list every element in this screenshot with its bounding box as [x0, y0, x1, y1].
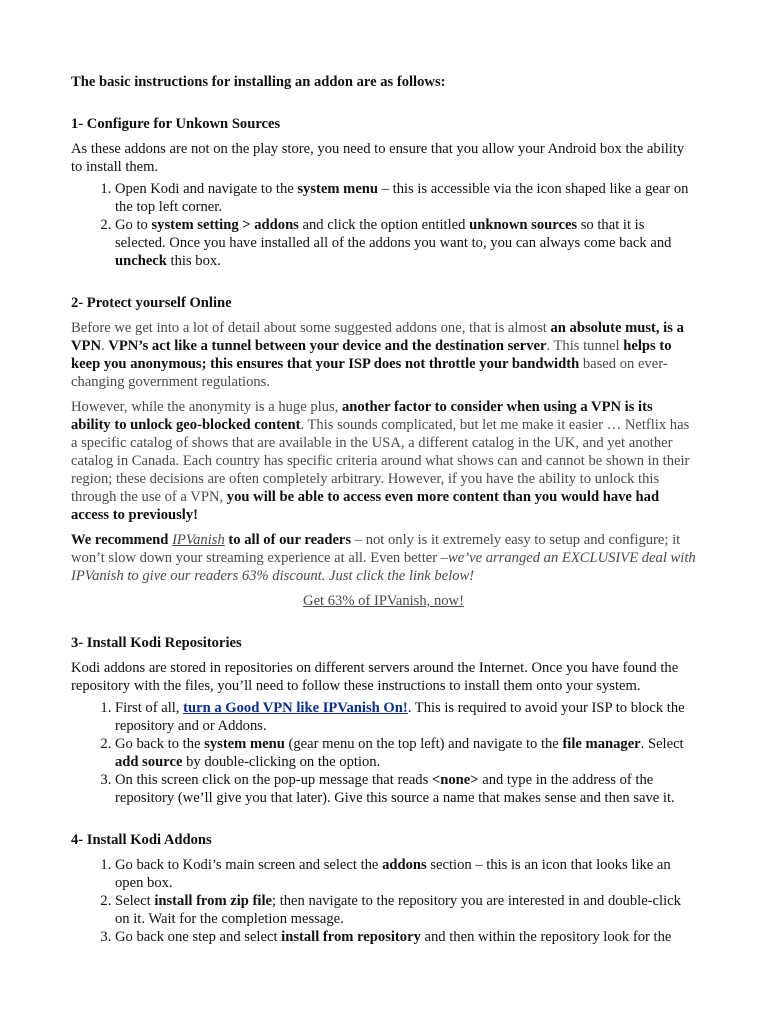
vpn-paragraph-1: Before we get into a lot of detail about some suggested addons one, that is almost an absolute must, is a VPN. VPN’s act like a tunnel between your device and the destination server. This tunnel helps to keep you anonymous; this ensures that your ISP does not throttle your bandwidth based on ever-changing government regulations.	[71, 320, 684, 390]
section-3-heading: 3- Install Kodi Repositories	[71, 635, 242, 651]
ipvanish-cta-link[interactable]: Get 63% of IPVanish, now!	[303, 593, 464, 609]
vpn-on-link[interactable]: turn a Good VPN like IPVanish On!	[183, 700, 408, 716]
ipvanish-link[interactable]: IPVanish	[172, 532, 225, 548]
section-1-list	[71, 180, 696, 270]
list-item: 3. On this screen click on the pop-up message that reads <none> and type in the address of the repository (we’ll give you that later). Give this source a name that makes sense and then save it.	[115, 771, 696, 807]
section-1-heading: 1- Configure for Unkown Sources	[71, 116, 281, 132]
document-content	[71, 73, 696, 946]
list-item: 1. First of all, turn a Good VPN like IPVanish On!. This is required to avoid your ISP to block the repository and or Addons.	[115, 699, 696, 735]
section-4-list	[71, 856, 696, 946]
list-item: 3. Go back one step and select install from repository and then within the repository look for the	[115, 928, 696, 946]
vpn-recommendation: We recommend IPVanish to all of our readers – not only is it extremely easy to setup and configure; it won’t slow down your streaming experience at all. Even better –we’ve arranged an EXCLUSIVE deal with IPVanish to give our readers 63% discount. Just click the link below!	[71, 532, 696, 584]
list-item: 1. Go back to Kodi’s main screen and select the addons section – this is an icon that looks like an open box.	[115, 856, 696, 892]
section-3-list	[71, 699, 696, 807]
section-1-paragraph: As these addons are not on the play store, you need to ensure that you allow your Android box the ability to install them.	[71, 141, 685, 175]
list-item: 1. Open Kodi and navigate to the system menu – this is accessible via the icon shaped like a gear on the top left corner.	[115, 180, 696, 216]
section-2-heading: 2- Protect yourself Online	[71, 295, 232, 311]
list-item: 2. Select install from zip file; then navigate to the repository you are interested in and double-click on it. Wait for the completion message.	[115, 892, 696, 928]
section-3-paragraph: Kodi addons are stored in repositories on different servers around the Internet. Once you have found the repository with the files, you’ll need to follow these instructions to install them onto your system.	[71, 660, 679, 694]
list-item: 2. Go back to the system menu (gear menu on the top left) and navigate to the file manager. Select add source by double-clicking on the option.	[115, 735, 696, 771]
vpn-paragraph-2: However, while the anonymity is a huge plus, another factor to consider when using a VPN is its ability to unlock geo-blocked content. This sounds complicated, but let me make it easier … Netflix has a specific catalog of shows that are available in the USA, a different catalog in the UK, and yet another catalog in Canada. Each country has specific criteria around what shows can and cannot be shown in their region; these decisions are often completely arbitrary. However, if you have the ability to unlock this through the use of a VPN, you will be able to access even more content than you would have had access to previously!	[71, 399, 690, 523]
intro-heading: The basic instructions for installing an addon are as follows:	[71, 74, 446, 90]
ipvanish-cta	[71, 592, 696, 610]
section-4-heading: 4- Install Kodi Addons	[71, 832, 212, 848]
list-item: 2. Go to system setting > addons and click the option entitled unknown sources so that it is selected. Once you have installed all of the addons you want to, you can always come back and uncheck this box.	[115, 216, 696, 270]
